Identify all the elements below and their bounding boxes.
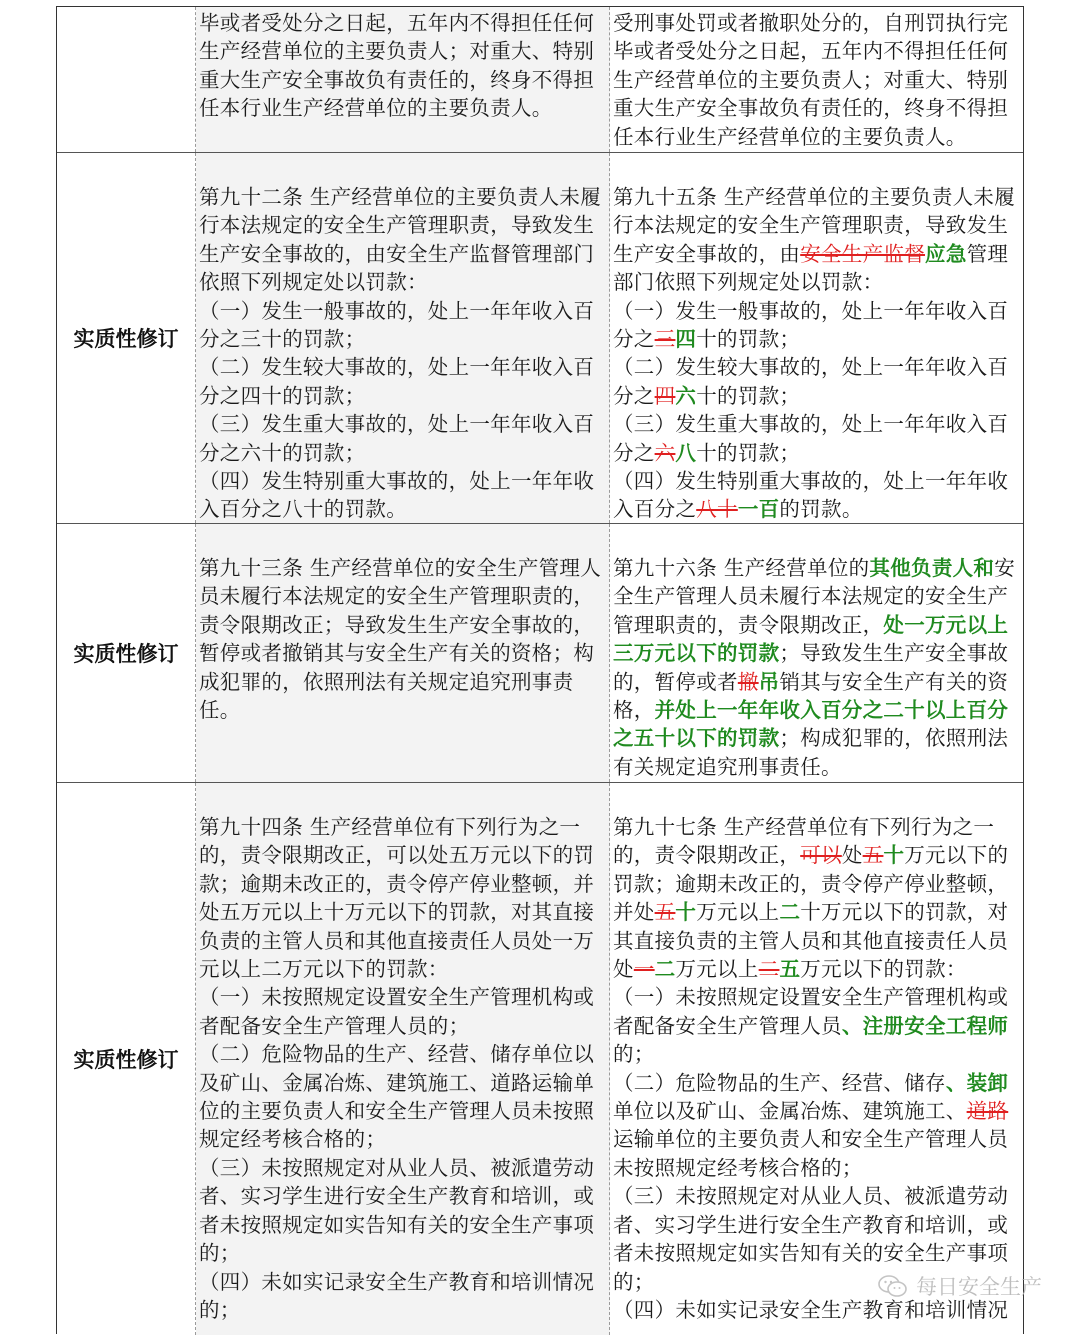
old-clause-cell [196, 7, 610, 152]
revision-type-cell [57, 783, 196, 1335]
deleted-text: 道路 [966, 1099, 1009, 1124]
table-row [57, 783, 1023, 1335]
added-text: 应急 [925, 241, 967, 266]
revision-type-cell [57, 7, 196, 152]
revision-type-label: 实质性修订 [73, 1048, 179, 1072]
table-row [57, 7, 1023, 153]
deleted-text: 六 [654, 440, 676, 465]
old-clause-cell [196, 153, 610, 523]
deleted-text: 撤 [737, 669, 759, 694]
added-text: 吊 [758, 669, 780, 694]
added-text: 四 [675, 327, 697, 352]
added-text: 八 [675, 440, 697, 465]
added-text: 十 [883, 843, 905, 868]
deleted-text: 五 [862, 843, 884, 868]
deleted-text: 三 [654, 327, 676, 352]
new-clause-text: 第九十五条 生产经营单位的主要负责人未履行本法规定的安全生产管理职责，导致发生生产安全事故的，由安全生产监督应急管理部门依照下列规定处以罚款： （一）发生一般事故的，处上一年年收入百分之三四十的罚款； （二）发生较大事故的，处上一年年收入百分之四六十的罚款； （三）发生重大事故的，处上一年年收入百分之六八十的罚款； （四）发生特别重大事故的，处上一年年收入百分之八十一百的罚款。 [613, 185, 1016, 522]
deleted-text: 安全生产监督 [800, 241, 926, 266]
table-row [57, 524, 1023, 783]
deleted-text: 八十 [696, 497, 738, 522]
comparison-table [56, 6, 1024, 1334]
new-clause-cell [610, 153, 1023, 523]
new-clause-cell [610, 783, 1023, 1335]
added-text: 其他负责人和 [869, 556, 995, 580]
deleted-text: 五 [654, 900, 676, 925]
old-clause-text: 毕或者受处分之日起，五年内不得担任任何生产经营单位的主要负责人；对重大、特别重大生产安全事故负有责任的，终身不得担任本行业生产经营单位的主要负责人。 [199, 11, 595, 121]
added-text: 处一万元以上三万元以下的罚款 [613, 612, 1009, 666]
deleted-text: 可以 [800, 843, 842, 868]
added-text: 并处上一年年收入百分之二十以上百分之五十以下的罚款 [613, 698, 1009, 751]
added-text: 二 [779, 900, 801, 925]
deleted-text: 二 [758, 957, 780, 982]
added-text: 、装卸 [945, 1070, 1009, 1095]
revision-type-cell [57, 153, 196, 523]
deleted-text: 一 [633, 957, 655, 982]
old-clause-cell [196, 783, 610, 1335]
watermark [878, 1271, 1042, 1301]
watermark-text: 每日安全生产 [916, 1275, 1042, 1299]
added-text: 五 [779, 957, 801, 982]
revision-type-label: 实质性修订 [73, 327, 179, 351]
new-clause-text: 第九十七条 生产经营单位有下列行为之一的，责令限期改正，可以处五十万元以下的罚款；逾期未改正的，责令停产停业整顿，并处五十万元以上二十万元以下的罚款，对其直接负责的主管人员和其他直接责任人员处一二万元以上二五万元以下的罚款： （一）未按照规定设置安全生产管理机构或者配备安全生产管理人员、注册安全工程师的； （二）危险物品的生产、经营、储存、装卸单位以及矿山、金属冶炼、建筑施工、道路运输单位的主要负责人和安全生产管理人员未按照规定经考核合格的； （三）未按照规定对从业人员、被派遣劳动者、实习学生进行安全生产教育和培训，或者未按照规定如实告知有关的安全生产事项的； （四）未如实记录安全生产教育和培训情况 [613, 815, 1009, 1322]
new-clause-cell [610, 524, 1023, 782]
added-text: 二 [654, 957, 676, 982]
table-row [57, 153, 1023, 524]
new-clause-text: 受刑事处罚或者撤职处分的，自刑罚执行完毕或者受处分之日起，五年内不得担任任何生产经营单位的主要负责人；对重大、特别重大生产安全事故负有责任的，终身不得担任本行业生产经营单位的主要负责人。 [613, 11, 1009, 149]
revision-type-label: 实质性修订 [73, 642, 179, 666]
added-text: 、注册安全工程师 [841, 1013, 1009, 1038]
added-text: 六 [675, 383, 697, 408]
old-clause-cell [196, 524, 610, 782]
new-clause-text: 第九十六条 生产经营单位的其他负责人和安全生产管理人员未履行本法规定的安全生产管理职责的，责令限期改正，处一万元以上三万元以下的罚款；导致发生生产安全事故的，暂停或者撤吊销其与安全生产有关的资格，并处上一年年收入百分之二十以上百分之五十以下的罚款；构成犯罪的，依照刑法有关规定追究刑事责任。 [613, 556, 1016, 779]
old-clause-text: 第九十三条 生产经营单位的安全生产管理人员未履行本法规定的安全生产管理职责的，责令限期改正；导致发生生产安全事故的，暂停或者撤销其与安全生产有关的资格；构成犯罪的，依照刑法有关规定追究刑事责任。 [199, 556, 602, 723]
deleted-text: 四 [654, 383, 676, 408]
added-text: 一百 [737, 497, 780, 522]
old-clause-text: 第九十二条 生产经营单位的主要负责人未履行本法规定的安全生产管理职责，导致发生生产安全事故的，由安全生产监督管理部门依照下列规定处以罚款： （一）发生一般事故的，处上一年年收入百分之三十的罚款； （二）发生较大事故的，处上一年年收入百分之四十的罚款； （三）发生重大事故的，处上一年年收入百分之六十的罚款； （四）发生特别重大事故的，处上一年年收入百分之八十的罚款。 [199, 185, 602, 522]
old-clause-text: 第九十四条 生产经营单位有下列行为之一的，责令限期改正，可以处五万元以下的罚款；逾期未改正的，责令停产停业整顿，并处五万元以上十万元以下的罚款，对其直接负责的主管人员和其他直接责任人员处一万元以上二万元以下的罚款： （一）未按照规定设置安全生产管理机构或者配备安全生产管理人员的； （二）危险物品的生产、经营、储存单位以及矿山、金属冶炼、建筑施工、道路运输单位的主要负责人和安全生产管理人员未按照规定经考核合格的； （三）未按照规定对从业人员、被派遣劳动者、实习学生进行安全生产教育和培训，或者未按照规定如实告知有关的安全生产事项的； （四）未如实记录安全生产教育和培训情况的； [199, 815, 595, 1322]
new-clause-cell [610, 7, 1023, 152]
revision-type-cell [57, 524, 196, 782]
wechat-icon [878, 1274, 908, 1298]
added-text: 十 [675, 900, 697, 925]
